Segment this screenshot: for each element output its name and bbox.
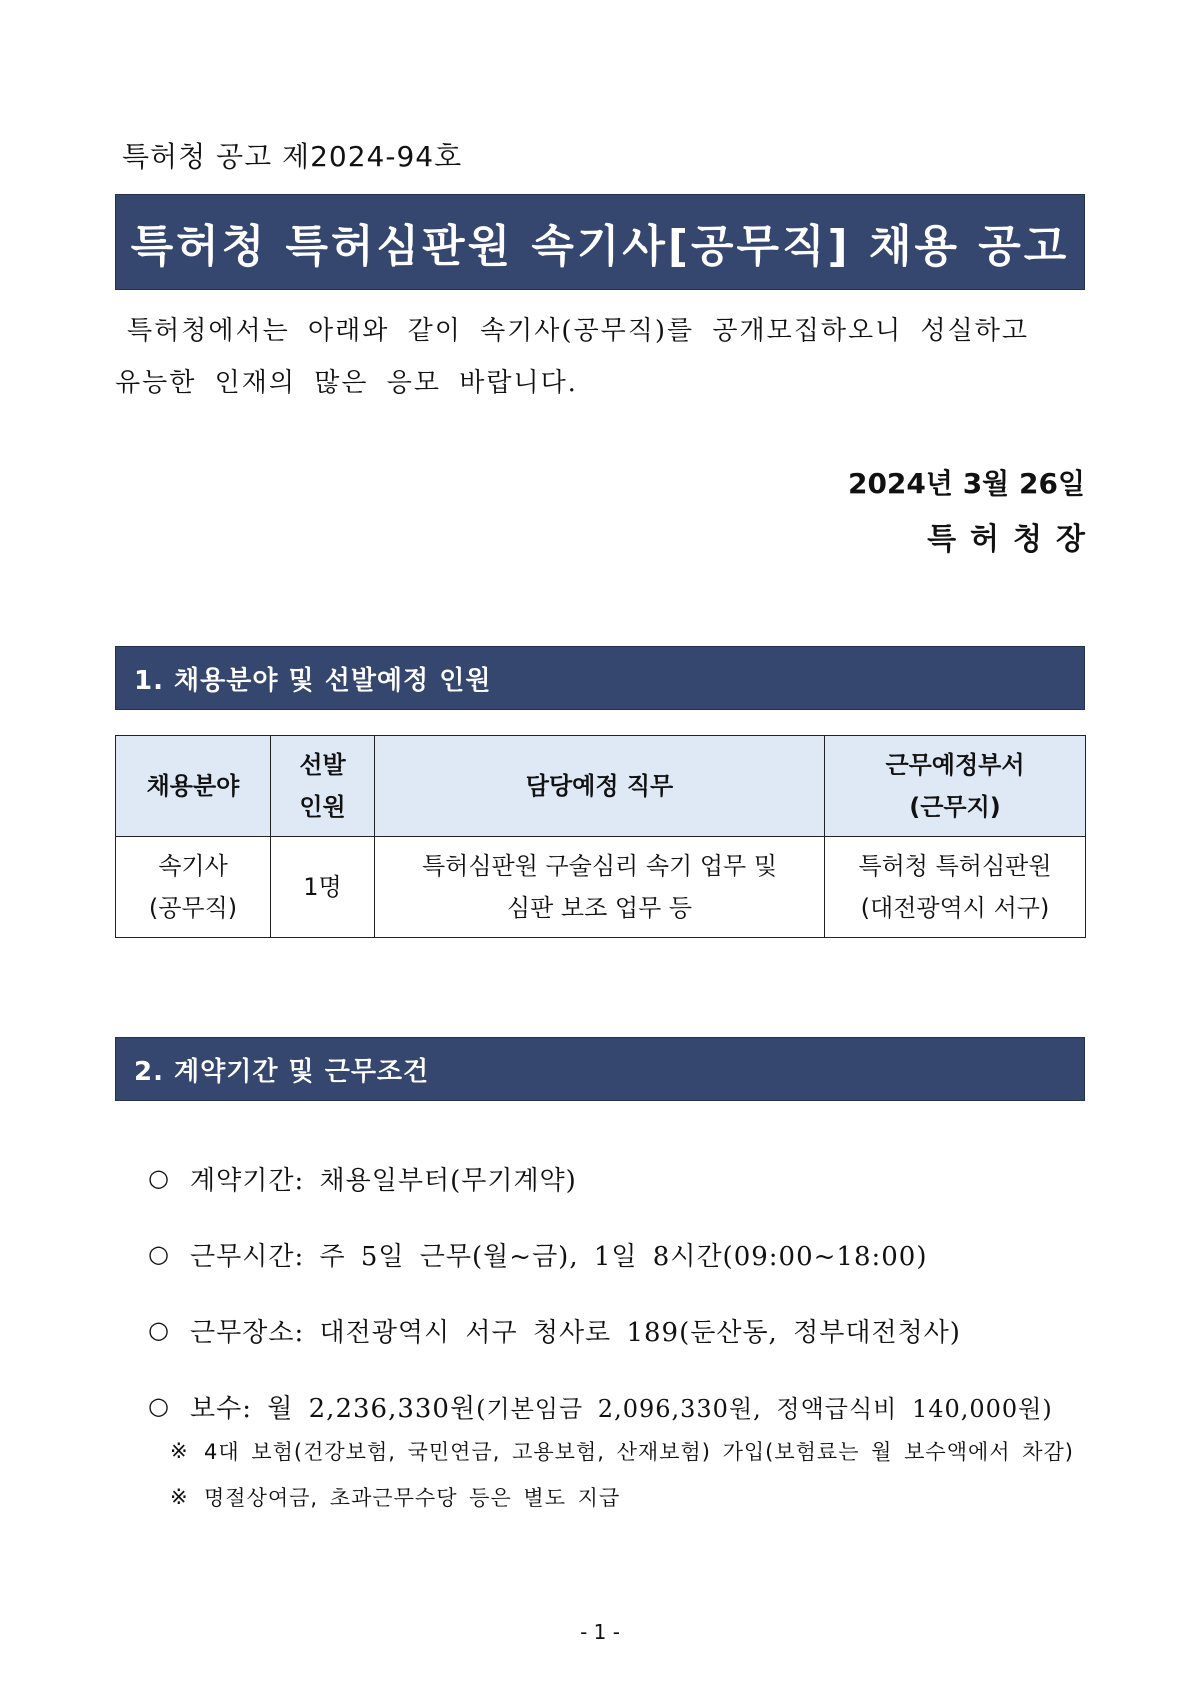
signer-name: 특허청장 <box>927 522 1099 557</box>
intro-line-1: 특허청에서는 아래와 같이 속기사(공무직)를 공개모집하오니 성실하고 <box>127 316 1029 346</box>
circle-bullet-icon: ○ <box>148 1240 170 1268</box>
table-header-row <box>116 736 1086 837</box>
header-duty: 담당예정 직무 <box>375 736 825 837</box>
circle-bullet-icon: ○ <box>148 1164 170 1192</box>
conditions-list <box>148 1140 1108 1444</box>
intro-line-2: 유능한 인재의 많은 응모 바랍니다. <box>115 368 578 398</box>
list-item: ○ 계약기간: 채용일부터(무기계약) <box>148 1164 577 1196</box>
list-item: ○ 근무시간: 주 5일 근무(월~금), 1일 8시간(09:00~18:00) <box>148 1240 928 1272</box>
header-department: 근무예정부서 (근무지) <box>825 736 1086 837</box>
recruitment-table <box>115 735 1086 938</box>
section-1-title: 1. 채용분야 및 선발예정 인원 <box>134 665 492 696</box>
header-field: 채용분야 <box>116 736 271 837</box>
section-2-header <box>115 1037 1085 1101</box>
notes-list <box>170 1428 1100 1520</box>
list-item: ○ 보수: 월 2,236,330원 (기본임금 2,096,330원, 정액급식비 140,000원) <box>148 1392 1053 1424</box>
note-item: ※ 명절상여금, 초과근무수당 등은 별도 지급 <box>170 1485 621 1510</box>
section-1-header <box>115 646 1085 710</box>
title-banner <box>115 194 1085 290</box>
cell-department: 특허청 특허심판원 (대전광역시 서구) <box>825 837 1086 938</box>
intro-paragraph <box>115 305 1095 409</box>
circle-bullet-icon: ○ <box>148 1316 170 1344</box>
page-number: - 1 - <box>580 1620 620 1644</box>
circle-bullet-icon: ○ <box>148 1392 170 1420</box>
list-item: ○ 근무장소: 대전광역시 서구 청사로 189(둔산동, 정부대전청사) <box>148 1316 961 1348</box>
table-row <box>116 837 1086 938</box>
cell-field: 속기사 (공무직) <box>116 837 271 938</box>
note-item: ※ 4대 보험(건강보험, 국민연금, 고용보험, 산재보험) 가입(보험료는 월 보수액에서 차감) <box>170 1439 1074 1464</box>
notice-number: 특허청 공고 제2024-94호 <box>122 140 463 173</box>
header-count: 선발 인원 <box>271 736 375 837</box>
reference-mark-icon: ※ <box>170 1439 189 1463</box>
cell-count: 1명 <box>271 837 375 938</box>
page-title: 특허청 특허심판원 속기사[공무직] 채용 공고 <box>130 221 1070 272</box>
cell-duty: 특허심판원 구술심리 속기 업무 및 심판 보조 업무 등 <box>375 837 825 938</box>
announcement-date: 2024년 3월 26일 <box>847 467 1085 500</box>
section-2-title: 2. 계약기간 및 근무조건 <box>134 1056 430 1087</box>
reference-mark-icon: ※ <box>170 1485 189 1509</box>
